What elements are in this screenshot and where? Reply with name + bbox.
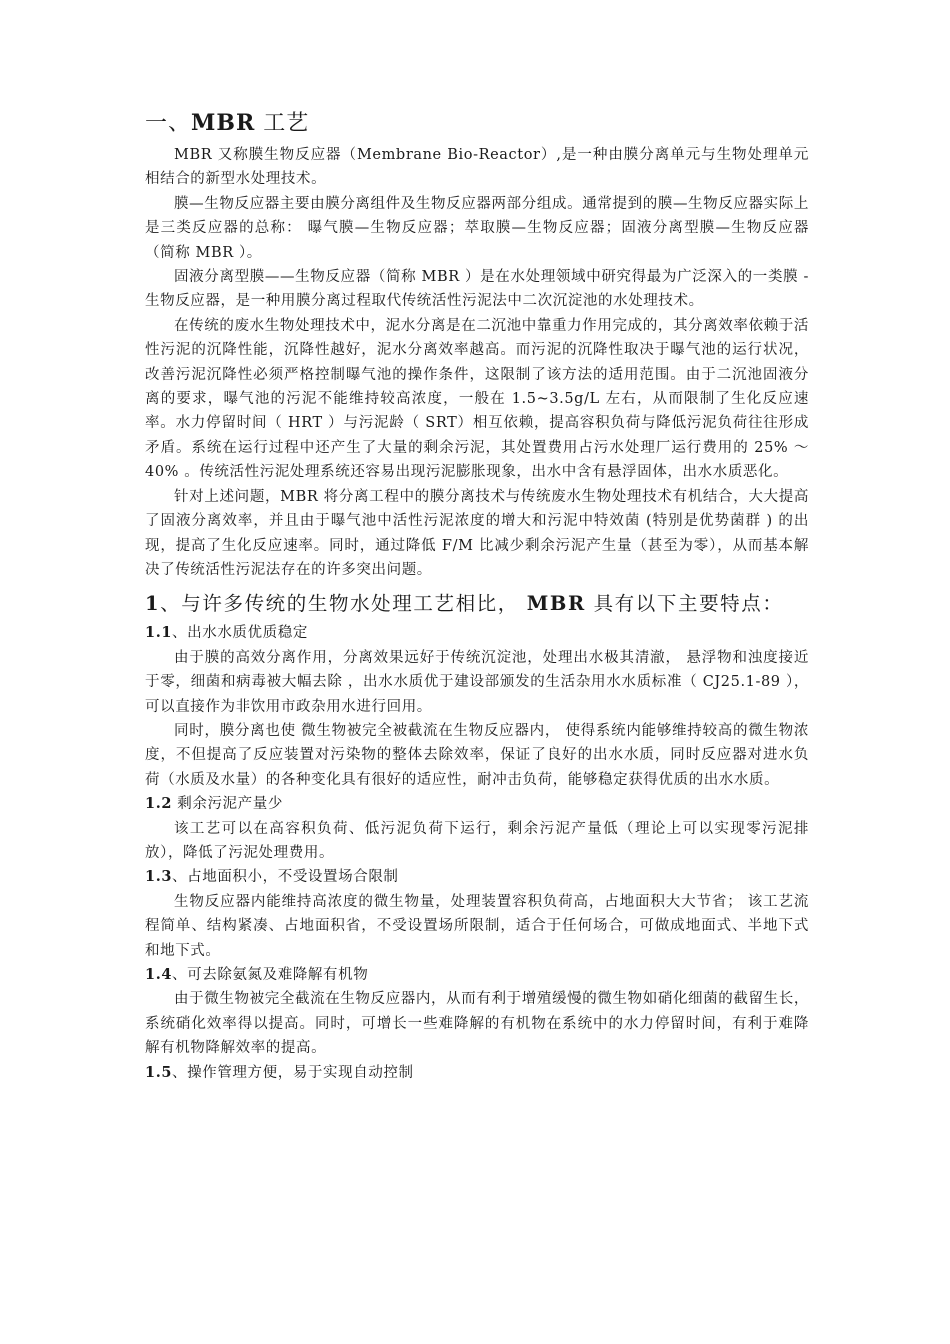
section-heading — [145, 589, 809, 619]
intro-paragraph: 膜—生物反应器主要由膜分离组件及生物反应器两部分组成。通常提到的膜—生物反应器实际上是三类反应器的总称： 曝气膜—生物反应器；萃取膜—生物反应器；固液分离型膜—生物反应器（简称 MBR ）。 — [145, 195, 809, 261]
item-number: 1.5 — [145, 1063, 173, 1081]
item-title: 剩余污泥产量少 — [172, 796, 283, 813]
item-heading — [145, 865, 809, 889]
title-suffix: 工艺 — [255, 111, 310, 136]
section-bold: MBR — [526, 592, 586, 616]
item-paragraph: 该工艺可以在高容积负荷、低污泥负荷下运行，剩余污泥产量低（理论上可以实现零污泥排放），降低了污泥处理费用。 — [145, 820, 809, 861]
title-prefix: 一、 — [145, 111, 192, 136]
title-bold: MBR — [191, 110, 256, 136]
intro-paragraph: 针对上述问题，MBR 将分离工程中的膜分离技术与传统废水生物处理技术有机结合，大大提高了固液分离效率，并且由于曝气池中活性污泥浓度的增大和污泥中特效菌 (特别是优势菌群 ) 的出现，提高了生化反应速率。同时，通过降低 F/M 比减少剩余污泥产生量（甚至为零），从而基本解决了传统活性污泥法存在的许多突出问题。 — [145, 488, 809, 578]
item-title: 、出水水质优质稳定 — [172, 625, 308, 642]
item-title: 、可去除氨氮及难降解有机物 — [172, 967, 369, 983]
intro-paragraph: 固液分离型膜——生物反应器（简称 MBR ）是在水处理领域中研究得最为广泛深入的一类膜 -生物反应器，是一种用膜分离过程取代传统活性污泥法中二次沉淀池的水处理技术。 — [145, 269, 809, 310]
section-text: 、与许多传统的生物水处理工艺相比， — [160, 592, 519, 616]
item-paragraph: 生物反应器内能维持高浓度的微生物量，处理装置容积负荷高，占地面积大大节省； 该工艺流程简单、结构紧凑、占地面积省，不受设置场所限制，适合于任何场合，可做成地面式、半地下式和地下式。 — [145, 893, 809, 959]
item-number: 1.2 — [145, 795, 173, 813]
item-number: 1.4 — [145, 966, 173, 983]
section-text-after: 具有以下主要特点： — [585, 592, 784, 616]
item-paragraph: 同时，膜分离也使 微生物被完全被截流在生物反应器内， 使得系统内能够维持较高的微生物浓度，不但提高了反应装置对污染物的整体去除效率，保证了良好的出水水质，同时反应器对进水负荷（水质及水量）的各种变化具有很好的适应性，耐冲击负荷，能够稳定获得优质的出水水质。 — [145, 722, 809, 788]
document-page — [145, 108, 809, 1085]
item-title: 、占地面积小，不受设置场合限制 — [172, 869, 399, 886]
item-paragraph: 由于膜的高效分离作用，分离效果远好于传统沉淀池，处理出水极其清澈， 悬浮物和浊度接近于零，细菌和病毒被大幅去除 ，出水水质优于建设部颁发的生活杂用水水质标准（ CJ25.1-89 ），可以直接作为非饮用市政杂用水进行回用。 — [145, 649, 809, 715]
item-heading — [145, 963, 809, 987]
item-title: 、操作管理方便，易于实现自动控制 — [172, 1064, 414, 1081]
document-title — [145, 108, 809, 139]
intro-paragraph: MBR 又称膜生物反应器（Membrane Bio-Reactor）,是一种由膜分离单元与生物处理单元相结合的新型水处理技术。 — [145, 147, 809, 188]
item-number: 1.3 — [145, 868, 173, 886]
item-number: 1.1 — [145, 624, 173, 642]
item-heading — [145, 1061, 809, 1085]
item-heading — [145, 621, 809, 645]
item-paragraph: 由于微生物被完全截流在生物反应器内，从而有利于增殖缓慢的微生物如硝化细菌的截留生长，系统硝化效率得以提高。同时，可增长一些难降解的有机物在系统中的水力停留时间，有利于难降解有机物降解效率的提高。 — [145, 991, 809, 1057]
intro-paragraph: 在传统的废水生物处理技术中，泥水分离是在二沉池中靠重力作用完成的，其分离效率依赖于活性污泥的沉降性能，沉降性越好，泥水分离效率越高。而污泥的沉降性取决于曝气池的运行状况，改善污泥沉降性必须严格控制曝气池的操作条件，这限制了该方法的适用范围。由于二沉池固液分离的要求，曝气池的污泥不能维持较高浓度，一般在 1.5~3.5g/L 左右，从而限制了生化反应速率。水力停留时间（ HRT ）与污泥龄（ SRT）相互依赖，提高容积负荷与降低污泥负荷往往形成矛盾。系统在运行过程中还产生了大量的剩余污泥，其处置费用占污水处理厂运行费用的 25% ～40% 。传统活性污泥处理系统还容易出现污泥膨胀现象，出水中含有悬浮固体，出水水质恶化。 — [145, 317, 809, 481]
section-number: 1 — [145, 592, 161, 616]
item-heading — [145, 792, 809, 816]
